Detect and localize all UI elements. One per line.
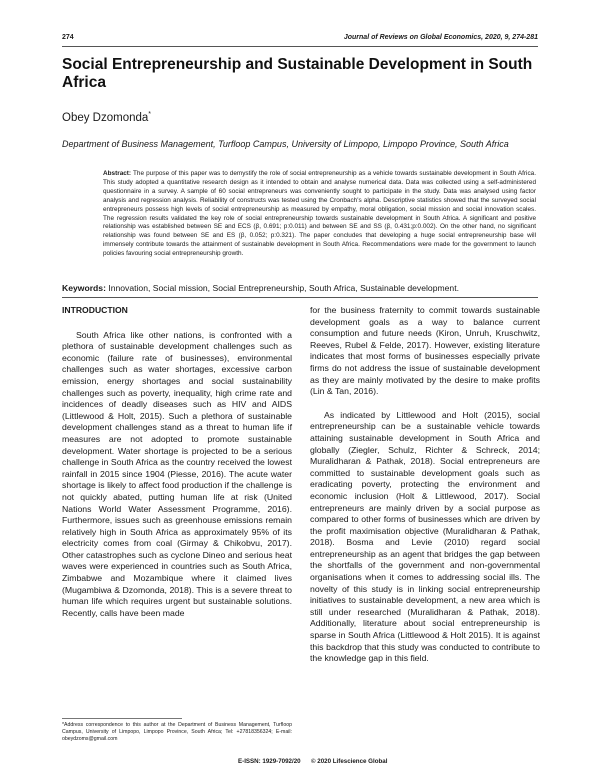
- correspondence-footnote: [62, 718, 292, 742]
- article-title: Social Entrepreneurship and Sustainable Development in South Africa: [62, 56, 533, 91]
- left-column: [62, 305, 292, 619]
- body-paragraph: for the business fraternity to commit towards sustainable development goals as a way to balance current consumption and future needs (Kiron, Unruh, Kruschwitz, Reeves, Rubel & Felde, 2017). However, existing literature indicates that most forms of businesses especially private firms do not address the issue of sustainable development as they are mainly motivated by the desire to make profits (Lin & Tan, 2016).: [310, 305, 540, 397]
- author-name: Obey Dzomonda: [62, 111, 149, 124]
- copyright: © 2020 Lifescience Global: [311, 758, 388, 765]
- abstract: [103, 170, 536, 259]
- keywords-label: Keywords:: [62, 283, 106, 293]
- section-divider: [62, 297, 538, 298]
- abstract-text: The purpose of this paper was to demystify the role of social entrepreneurship as a vehicle towards sustainable development in South Africa. This study adopted a quantitative research design as it intended to obtain and analyse numerical data. Data was collected using a self-administered questionnaire in a survey. A sample of 60 social entrepreneurs was conveniently sought to participate in the study. Data was analysed using factor analysis and regression analysis. Reliability of constructs was tested using the Cronbach's alpha. Descriptive statistics showed that the surveyed social entrepreneurs possess high levels of social entrepreneurship as measured by empathy, moral obligation, social mission and social innovation scales. The regression results validated the key role of social entrepreneurship towards sustainable development in South Africa. A significant and positive relationship was established between SE and ECS (β, 0.691; p:0.011) and between SE and SS (β, 0.431;p:0.002). On the other hand, no significant relationship was found between SE and ES (β, 0.052; p:0.321). The paper concludes that developing a huge social entrepreneurship base will immensely contribute towards the attainment of sustainable development in South Africa. Recommendations were made for the government to launch policies favouring social entrepreneurship growth.: [103, 170, 536, 258]
- body-paragraph: South Africa like other nations, is confronted with a plethora of sustainable development challenges such as economic (failure rate of businesses), environmental challenges such as water shortages, excessive carbon emission, energy shortages and social sustainability challenges such as poverty, inequality, high crime rate and incidences of deadly diseases such as HIV and AIDS (Littlewood & Holt, 2015). Such a plethora of sustainable development challenges stand as a threat to human life if measures are not adopted to promote sustainable development. Water shortage is projected to be a serious challenge in South Africa as the country received the lowest rainfall in 2015 since 1904 (Piesse, 2016). The acute water shortage is likely to affect food production if the challenge is not quickly abated, putting human life at risk (United Nations World Water Assessment Programme, 2016). Furthermore, issues such as greenhouse emissions remain relatively high in South Africa as approximately 95% of its electricity comes from coal (Girmay & Chikobvu, 2017). Other catastrophes such as cyclone Dineo and serious heat waves were experienced in countries such as South Africa, Zimbabwe and Mozambique where it claimed lives (Mugambiwa & Dzomonda, 2018). This is a severe threat to human life which requires urgent but sustainable solutions. Recently, calls have been made: [62, 329, 292, 618]
- footnote-text: *Address correspondence to this author at the Department of Business Management, Turfloop Campus, University of Limpopo, Limpopo Province, South Africa; Tel: +27818356324; E-mail: obeydzoms@gmail.com: [62, 722, 292, 742]
- section-heading: INTRODUCTION: [62, 305, 128, 315]
- keywords-text: Innovation, Social mission, Social Entrepreneurship, South Africa, Sustainable development.: [108, 283, 459, 293]
- keywords: [62, 283, 538, 293]
- running-header: [62, 34, 538, 47]
- body-paragraph: As indicated by Littlewood and Holt (2015), social entrepreneurship can be a sustainable vehicle towards attaining sustainable development in South Africa and globally (Ziegler, Schulz, Richter & Schreck, 2014; Muralidharan & Pathak, 2018). Social entrepreneurs are committed to sustainable development goals such as eradicating poverty, protecting the environment and economic inclusion (Holt & Littlewood, 2017). Social entrepreneurs are mainly driven by a social purpose as compared to other forms of businesses which are driven by the profit maximisation objective (Muralidharan & Pathak, 2018). Bosma and Levie (2010) regard social entrepreneurship as an agent that bridges the gap between the shortfalls of the government and non-governmental organisations when it comes to addressing social ills. The novelty of this study is in linking social entrepreneurship initiatives to sustainable development, a new area which is still under researched (Muralidharan & Pathak, 2018). Additionally, literature about social entrepreneurship is sparse in South Africa (Littlewood & Holt 2015). It is against this backdrop that this study was conducted to contribute to the knowledge gap in this field.: [310, 409, 540, 664]
- journal-citation: Journal of Reviews on Global Economics, 2020, 9, 274-281: [343, 34, 538, 41]
- author-footnote-mark: *: [148, 111, 152, 118]
- abstract-label: Abstract:: [103, 170, 132, 177]
- right-column: [310, 305, 540, 665]
- page-number: 274: [62, 34, 74, 41]
- footnote-rule: [62, 718, 182, 719]
- issn: E-ISSN: 1929-7092/20: [238, 758, 301, 765]
- author-affiliation: Department of Business Management, Turfloop Campus, University of Limpopo, Limpopo Province, South Africa: [62, 139, 509, 149]
- author-line: [62, 111, 151, 124]
